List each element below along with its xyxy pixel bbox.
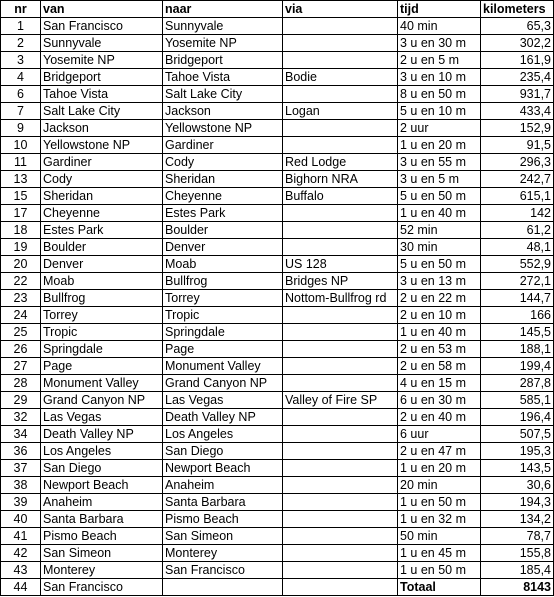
cell-nr: 34 bbox=[1, 426, 41, 443]
cell-van: Bridgeport bbox=[41, 69, 163, 86]
table-body bbox=[1, 1, 554, 596]
cell-nr: 44 bbox=[1, 579, 41, 596]
table-row bbox=[1, 409, 554, 426]
cell-nr: 42 bbox=[1, 545, 41, 562]
cell-nr: 7 bbox=[1, 103, 41, 120]
cell-naar: Anaheim bbox=[163, 477, 283, 494]
cell-van: Springdale bbox=[41, 341, 163, 358]
cell-kilometers: 196,4 bbox=[481, 409, 554, 426]
cell-via bbox=[283, 120, 398, 137]
cell-tijd: 2 u en 40 m bbox=[398, 409, 481, 426]
cell-naar: Bridgeport bbox=[163, 52, 283, 69]
cell-nr: 18 bbox=[1, 222, 41, 239]
cell-van: Cody bbox=[41, 171, 163, 188]
table-row bbox=[1, 392, 554, 409]
table-row bbox=[1, 171, 554, 188]
cell-nr: 36 bbox=[1, 443, 41, 460]
cell-tijd: 1 u en 45 m bbox=[398, 545, 481, 562]
header-via: via bbox=[283, 1, 398, 18]
cell-tijd: 1 u en 50 m bbox=[398, 494, 481, 511]
cell-via bbox=[283, 528, 398, 545]
cell-naar: Newport Beach bbox=[163, 460, 283, 477]
cell-van: Tropic bbox=[41, 324, 163, 341]
cell-via: Nottom-Bullfrog rd bbox=[283, 290, 398, 307]
cell-van: Bullfrog bbox=[41, 290, 163, 307]
cell-kilometers: 235,4 bbox=[481, 69, 554, 86]
cell-via bbox=[283, 579, 398, 596]
cell-van: Denver bbox=[41, 256, 163, 273]
cell-kilometers: 272,1 bbox=[481, 273, 554, 290]
cell-tijd: 8 u en 50 m bbox=[398, 86, 481, 103]
cell-van: Estes Park bbox=[41, 222, 163, 239]
cell-naar: San Diego bbox=[163, 443, 283, 460]
cell-kilometers: 199,4 bbox=[481, 358, 554, 375]
cell-nr: 43 bbox=[1, 562, 41, 579]
cell-via bbox=[283, 562, 398, 579]
cell-van: San Francisco bbox=[41, 18, 163, 35]
cell-van: Tahoe Vista bbox=[41, 86, 163, 103]
cell-kilometers: 585,1 bbox=[481, 392, 554, 409]
cell-via: Bridges NP bbox=[283, 273, 398, 290]
cell-tijd: 1 u en 50 m bbox=[398, 562, 481, 579]
cell-tijd: 2 u en 5 m bbox=[398, 52, 481, 69]
cell-nr: 1 bbox=[1, 18, 41, 35]
cell-van: Boulder bbox=[41, 239, 163, 256]
cell-tijd: 50 min bbox=[398, 528, 481, 545]
cell-van: Sheridan bbox=[41, 188, 163, 205]
cell-naar: Bullfrog bbox=[163, 273, 283, 290]
cell-naar: Yosemite NP bbox=[163, 35, 283, 52]
cell-via bbox=[283, 86, 398, 103]
table-row bbox=[1, 545, 554, 562]
cell-tijd: 5 u en 50 m bbox=[398, 256, 481, 273]
cell-kilometers: 195,3 bbox=[481, 443, 554, 460]
cell-naar: Tropic bbox=[163, 307, 283, 324]
header-naar: naar bbox=[163, 1, 283, 18]
cell-van: Los Angeles bbox=[41, 443, 163, 460]
cell-nr: 20 bbox=[1, 256, 41, 273]
cell-nr: 38 bbox=[1, 477, 41, 494]
cell-van: Salt Lake City bbox=[41, 103, 163, 120]
cell-tijd: 3 u en 30 m bbox=[398, 35, 481, 52]
cell-naar: Jackson bbox=[163, 103, 283, 120]
header-row bbox=[1, 1, 554, 18]
table-row bbox=[1, 341, 554, 358]
cell-via bbox=[283, 545, 398, 562]
cell-tijd: 5 u en 50 m bbox=[398, 188, 481, 205]
cell-via bbox=[283, 18, 398, 35]
table-row bbox=[1, 528, 554, 545]
cell-naar: Torrey bbox=[163, 290, 283, 307]
cell-kilometers: 433,4 bbox=[481, 103, 554, 120]
cell-tijd: Totaal bbox=[398, 579, 481, 596]
cell-kilometers: 65,3 bbox=[481, 18, 554, 35]
cell-nr: 13 bbox=[1, 171, 41, 188]
cell-naar: Las Vegas bbox=[163, 392, 283, 409]
cell-via bbox=[283, 358, 398, 375]
cell-van: Grand Canyon NP bbox=[41, 392, 163, 409]
cell-via bbox=[283, 137, 398, 154]
cell-van: Pismo Beach bbox=[41, 528, 163, 545]
cell-nr: 17 bbox=[1, 205, 41, 222]
cell-via bbox=[283, 307, 398, 324]
cell-naar: Cody bbox=[163, 154, 283, 171]
cell-tijd: 6 u en 30 m bbox=[398, 392, 481, 409]
cell-van: Cheyenne bbox=[41, 205, 163, 222]
cell-kilometers: 931,7 bbox=[481, 86, 554, 103]
cell-kilometers: 8143 bbox=[481, 579, 554, 596]
table-row bbox=[1, 239, 554, 256]
cell-kilometers: 61,2 bbox=[481, 222, 554, 239]
cell-van: Moab bbox=[41, 273, 163, 290]
cell-nr: 19 bbox=[1, 239, 41, 256]
cell-kilometers: 166 bbox=[481, 307, 554, 324]
cell-nr: 28 bbox=[1, 375, 41, 392]
cell-kilometers: 48,1 bbox=[481, 239, 554, 256]
cell-naar: San Francisco bbox=[163, 562, 283, 579]
cell-naar: Yellowstone NP bbox=[163, 120, 283, 137]
table-row bbox=[1, 443, 554, 460]
cell-naar: Gardiner bbox=[163, 137, 283, 154]
cell-van: Sunnyvale bbox=[41, 35, 163, 52]
cell-tijd: 2 u en 58 m bbox=[398, 358, 481, 375]
cell-naar: Sunnyvale bbox=[163, 18, 283, 35]
cell-nr: 2 bbox=[1, 35, 41, 52]
cell-van: Page bbox=[41, 358, 163, 375]
cell-nr: 22 bbox=[1, 273, 41, 290]
cell-tijd: 6 uur bbox=[398, 426, 481, 443]
cell-nr: 3 bbox=[1, 52, 41, 69]
cell-kilometers: 134,2 bbox=[481, 511, 554, 528]
cell-kilometers: 302,2 bbox=[481, 35, 554, 52]
cell-kilometers: 152,9 bbox=[481, 120, 554, 137]
cell-nr: 24 bbox=[1, 307, 41, 324]
cell-kilometers: 287,8 bbox=[481, 375, 554, 392]
cell-via: Bodie bbox=[283, 69, 398, 86]
cell-via bbox=[283, 426, 398, 443]
cell-tijd: 2 uur bbox=[398, 120, 481, 137]
table-row bbox=[1, 120, 554, 137]
cell-via bbox=[283, 409, 398, 426]
table-row bbox=[1, 103, 554, 120]
cell-naar: Springdale bbox=[163, 324, 283, 341]
cell-naar: Monterey bbox=[163, 545, 283, 562]
cell-naar: Pismo Beach bbox=[163, 511, 283, 528]
cell-van: Santa Barbara bbox=[41, 511, 163, 528]
cell-tijd: 30 min bbox=[398, 239, 481, 256]
header-kilometers: kilometers bbox=[481, 1, 554, 18]
header-nr: nr bbox=[1, 1, 41, 18]
cell-kilometers: 30,6 bbox=[481, 477, 554, 494]
cell-via bbox=[283, 494, 398, 511]
cell-tijd: 2 u en 10 m bbox=[398, 307, 481, 324]
cell-kilometers: 145,5 bbox=[481, 324, 554, 341]
header-van: van bbox=[41, 1, 163, 18]
table-row bbox=[1, 562, 554, 579]
table-row bbox=[1, 86, 554, 103]
cell-naar: Salt Lake City bbox=[163, 86, 283, 103]
cell-kilometers: 242,7 bbox=[481, 171, 554, 188]
total-row bbox=[1, 579, 554, 596]
table-row bbox=[1, 477, 554, 494]
cell-via bbox=[283, 324, 398, 341]
cell-van: Anaheim bbox=[41, 494, 163, 511]
cell-tijd: 1 u en 20 m bbox=[398, 460, 481, 477]
cell-tijd: 40 min bbox=[398, 18, 481, 35]
cell-tijd: 1 u en 32 m bbox=[398, 511, 481, 528]
table-row bbox=[1, 222, 554, 239]
cell-naar: Tahoe Vista bbox=[163, 69, 283, 86]
cell-naar: Page bbox=[163, 341, 283, 358]
cell-via bbox=[283, 205, 398, 222]
cell-van: San Diego bbox=[41, 460, 163, 477]
cell-nr: 27 bbox=[1, 358, 41, 375]
cell-kilometers: 615,1 bbox=[481, 188, 554, 205]
cell-van: Torrey bbox=[41, 307, 163, 324]
cell-nr: 40 bbox=[1, 511, 41, 528]
cell-tijd: 1 u en 40 m bbox=[398, 205, 481, 222]
cell-via: US 128 bbox=[283, 256, 398, 273]
table-row bbox=[1, 290, 554, 307]
cell-naar: Estes Park bbox=[163, 205, 283, 222]
table-row bbox=[1, 426, 554, 443]
cell-nr: 41 bbox=[1, 528, 41, 545]
cell-nr: 39 bbox=[1, 494, 41, 511]
cell-kilometers: 552,9 bbox=[481, 256, 554, 273]
cell-nr: 37 bbox=[1, 460, 41, 477]
cell-via bbox=[283, 35, 398, 52]
cell-via bbox=[283, 375, 398, 392]
cell-naar: Grand Canyon NP bbox=[163, 375, 283, 392]
cell-van: San Simeon bbox=[41, 545, 163, 562]
cell-naar: Los Angeles bbox=[163, 426, 283, 443]
table-row bbox=[1, 511, 554, 528]
cell-nr: 32 bbox=[1, 409, 41, 426]
table-row bbox=[1, 18, 554, 35]
cell-nr: 9 bbox=[1, 120, 41, 137]
cell-naar: Monument Valley bbox=[163, 358, 283, 375]
cell-van: Gardiner bbox=[41, 154, 163, 171]
table-row bbox=[1, 460, 554, 477]
cell-tijd: 20 min bbox=[398, 477, 481, 494]
cell-via bbox=[283, 239, 398, 256]
cell-naar: Denver bbox=[163, 239, 283, 256]
table-row bbox=[1, 69, 554, 86]
cell-via bbox=[283, 443, 398, 460]
cell-nr: 6 bbox=[1, 86, 41, 103]
table-row bbox=[1, 375, 554, 392]
table-row bbox=[1, 494, 554, 511]
cell-naar: Boulder bbox=[163, 222, 283, 239]
cell-via: Bighorn NRA bbox=[283, 171, 398, 188]
cell-van: San Francisco bbox=[41, 579, 163, 596]
cell-van: Jackson bbox=[41, 120, 163, 137]
cell-tijd: 3 u en 10 m bbox=[398, 69, 481, 86]
cell-naar: Moab bbox=[163, 256, 283, 273]
cell-via: Buffalo bbox=[283, 188, 398, 205]
cell-tijd: 3 u en 5 m bbox=[398, 171, 481, 188]
cell-kilometers: 161,9 bbox=[481, 52, 554, 69]
cell-via bbox=[283, 341, 398, 358]
table-row bbox=[1, 35, 554, 52]
cell-naar: Sheridan bbox=[163, 171, 283, 188]
cell-nr: 10 bbox=[1, 137, 41, 154]
table-row bbox=[1, 205, 554, 222]
cell-via bbox=[283, 477, 398, 494]
table-row bbox=[1, 52, 554, 69]
cell-van: Monument Valley bbox=[41, 375, 163, 392]
cell-tijd: 2 u en 47 m bbox=[398, 443, 481, 460]
cell-nr: 29 bbox=[1, 392, 41, 409]
cell-tijd: 4 u en 15 m bbox=[398, 375, 481, 392]
cell-nr: 4 bbox=[1, 69, 41, 86]
cell-tijd: 2 u en 53 m bbox=[398, 341, 481, 358]
cell-via bbox=[283, 511, 398, 528]
cell-via: Red Lodge bbox=[283, 154, 398, 171]
cell-via: Valley of Fire SP bbox=[283, 392, 398, 409]
cell-tijd: 52 min bbox=[398, 222, 481, 239]
cell-kilometers: 155,8 bbox=[481, 545, 554, 562]
cell-tijd: 3 u en 13 m bbox=[398, 273, 481, 290]
cell-tijd: 1 u en 20 m bbox=[398, 137, 481, 154]
cell-nr: 23 bbox=[1, 290, 41, 307]
cell-van: Death Valley NP bbox=[41, 426, 163, 443]
table-row bbox=[1, 307, 554, 324]
cell-naar bbox=[163, 579, 283, 596]
cell-via bbox=[283, 460, 398, 477]
header-tijd: tijd bbox=[398, 1, 481, 18]
cell-naar: Santa Barbara bbox=[163, 494, 283, 511]
table-row bbox=[1, 137, 554, 154]
cell-kilometers: 144,7 bbox=[481, 290, 554, 307]
cell-kilometers: 296,3 bbox=[481, 154, 554, 171]
cell-kilometers: 188,1 bbox=[481, 341, 554, 358]
cell-tijd: 2 u en 22 m bbox=[398, 290, 481, 307]
cell-via bbox=[283, 222, 398, 239]
cell-nr: 26 bbox=[1, 341, 41, 358]
cell-van: Yellowstone NP bbox=[41, 137, 163, 154]
cell-van: Newport Beach bbox=[41, 477, 163, 494]
cell-via bbox=[283, 52, 398, 69]
cell-tijd: 1 u en 40 m bbox=[398, 324, 481, 341]
cell-tijd: 5 u en 10 m bbox=[398, 103, 481, 120]
table-row bbox=[1, 256, 554, 273]
table-row bbox=[1, 273, 554, 290]
cell-kilometers: 78,7 bbox=[481, 528, 554, 545]
cell-van: Yosemite NP bbox=[41, 52, 163, 69]
cell-naar: Cheyenne bbox=[163, 188, 283, 205]
cell-via: Logan bbox=[283, 103, 398, 120]
cell-kilometers: 143,5 bbox=[481, 460, 554, 477]
cell-naar: San Simeon bbox=[163, 528, 283, 545]
cell-kilometers: 91,5 bbox=[481, 137, 554, 154]
cell-van: Las Vegas bbox=[41, 409, 163, 426]
cell-tijd: 3 u en 55 m bbox=[398, 154, 481, 171]
table-row bbox=[1, 324, 554, 341]
table-row bbox=[1, 154, 554, 171]
cell-nr: 11 bbox=[1, 154, 41, 171]
table-row bbox=[1, 358, 554, 375]
cell-kilometers: 185,4 bbox=[481, 562, 554, 579]
cell-kilometers: 142 bbox=[481, 205, 554, 222]
cell-nr: 25 bbox=[1, 324, 41, 341]
cell-nr: 15 bbox=[1, 188, 41, 205]
cell-naar: Death Valley NP bbox=[163, 409, 283, 426]
cell-kilometers: 194,3 bbox=[481, 494, 554, 511]
cell-van: Monterey bbox=[41, 562, 163, 579]
table-row bbox=[1, 188, 554, 205]
cell-kilometers: 507,5 bbox=[481, 426, 554, 443]
